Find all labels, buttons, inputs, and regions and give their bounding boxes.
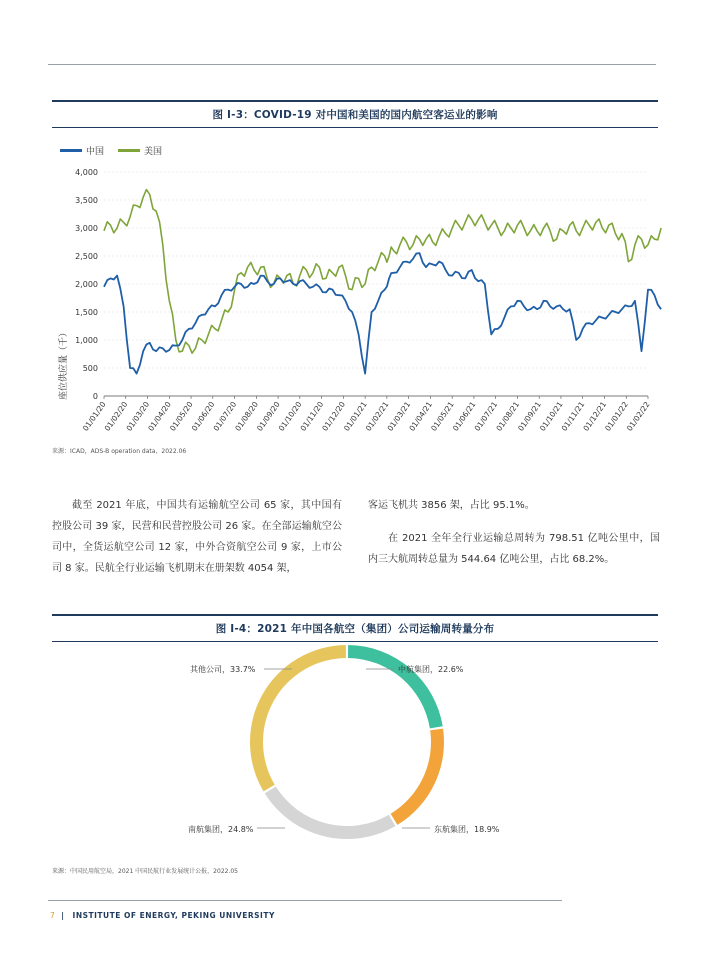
x-tick-label: 01/08/20	[233, 399, 260, 433]
x-tick-label: 01/01/21	[342, 399, 369, 433]
legend-swatch-usa	[118, 149, 140, 152]
donut-slice-air-china	[348, 645, 443, 728]
legend-swatch-china	[60, 149, 82, 152]
y-tick-label: 3,000	[75, 224, 98, 233]
x-tick-label: 01/05/21	[429, 399, 456, 433]
figure-3-source: 来源：ICAD，ADS-B operation data，2022.06	[52, 448, 187, 455]
y-tick-label: 2,000	[75, 280, 98, 289]
x-tick-label: 01/02/21	[363, 399, 391, 433]
x-tick-label: 01/03/20	[124, 399, 152, 433]
x-tick-label: 01/07/21	[472, 399, 500, 433]
legend-label-china: 中国	[86, 147, 105, 157]
x-tick-label: 01/10/21	[537, 399, 565, 433]
donut-slice-others	[250, 645, 346, 791]
x-tick-label: 01/01/20	[80, 399, 108, 433]
top-rule	[48, 64, 656, 65]
figure-4-source: 来源：中国民用航空局，2021 中国民航行业发展统计公报，2022.05	[52, 868, 238, 875]
series-line-china	[104, 253, 661, 373]
pie-label-china-southern: 南航集团，24.8%	[188, 825, 254, 834]
x-tick-label: 01/10/20	[276, 399, 304, 433]
pie-label-air-china: 中航集团，22.6%	[398, 665, 464, 674]
body-paragraph-right-1: 客运飞机共 3856 架，占比 95.1%。	[368, 500, 535, 511]
series-lines	[104, 190, 661, 374]
figure-4-title-text: 图 I-4：2021 年中国各航空（集团）公司运输周转量分布	[215, 623, 495, 635]
x-tick-label: 01/05/20	[167, 399, 195, 433]
x-tick-label: 01/11/20	[298, 399, 326, 433]
footer-rule	[48, 900, 562, 901]
figure-3-title	[52, 100, 658, 128]
x-axis-ticks	[81, 396, 652, 433]
legend-item-usa	[118, 144, 162, 157]
footer-institution: INSTITUTE OF ENERGY, PEKING UNIVERSITY	[72, 911, 275, 920]
series-line-usa	[104, 190, 661, 354]
x-tick-label: 01/12/21	[581, 399, 609, 433]
y-tick-label: 0	[92, 392, 98, 401]
line-chart	[52, 160, 662, 450]
x-tick-label: 01/03/21	[385, 399, 413, 433]
figure-4-title	[52, 614, 658, 642]
line-chart-legend	[60, 144, 176, 157]
donut-slice-china-southern	[265, 787, 396, 839]
x-tick-label: 01/09/21	[516, 399, 543, 433]
x-tick-label: 01/06/21	[450, 399, 478, 433]
x-tick-label: 01/07/20	[211, 399, 239, 433]
y-axis-ticks	[75, 168, 98, 401]
x-tick-label: 01/11/21	[559, 399, 587, 433]
y-tick-label: 1,500	[75, 308, 98, 317]
x-tick-label: 01/01/22	[603, 399, 630, 433]
grid	[104, 172, 648, 396]
x-tick-label: 01/12/20	[320, 399, 347, 433]
donut-slice-china-eastern	[391, 729, 444, 825]
y-tick-label: 3,500	[75, 196, 98, 205]
y-tick-label: 4,000	[75, 168, 98, 177]
body-paragraph-right-2: 在 2021 全年全行业运输总周转为 798.51 亿吨公里中，国内三大航周转总量为 544.64 亿吨公里，占比 68.2%。	[368, 533, 660, 565]
x-tick-label: 01/08/21	[494, 399, 522, 433]
y-tick-label: 1,000	[75, 336, 98, 345]
page-number: 7	[50, 911, 56, 920]
y-axis-label: 座位供应量（千）	[59, 327, 69, 400]
figure-3-title-text: 图 I-3：COVID-19 对中国和美国的国内航空客运业的影响	[212, 109, 498, 121]
x-tick-label: 01/06/20	[189, 399, 217, 433]
body-paragraph-left: 截至 2021 年底，中国共有运输航空公司 65 家，其中国有控股公司 39 家，民营和民营控股公司 26 家。在全部运输航空公司中，全货运航空公司 12 家，中外合资航空公司 9 家，上市公司 8 家。民航全行业运输飞机期末在册架数 4054 架，	[52, 500, 342, 574]
donut-chart	[52, 645, 658, 860]
x-tick-label: 01/02/22	[624, 399, 652, 433]
y-tick-label: 500	[82, 364, 98, 373]
y-tick-label: 2,500	[75, 252, 98, 261]
x-tick-label: 01/02/20	[102, 399, 130, 433]
page-footer	[50, 911, 275, 920]
pie-label-china-eastern: 东航集团，18.9%	[434, 825, 500, 834]
footer-separator: |	[61, 911, 65, 920]
legend-item-china	[60, 144, 104, 157]
x-tick-label: 01/04/20	[146, 399, 173, 433]
x-tick-label: 01/04/21	[407, 399, 435, 433]
pie-label-others: 其他公司，33.7%	[190, 665, 256, 674]
x-tick-label: 01/09/20	[255, 399, 282, 433]
legend-label-usa: 美国	[144, 147, 163, 157]
